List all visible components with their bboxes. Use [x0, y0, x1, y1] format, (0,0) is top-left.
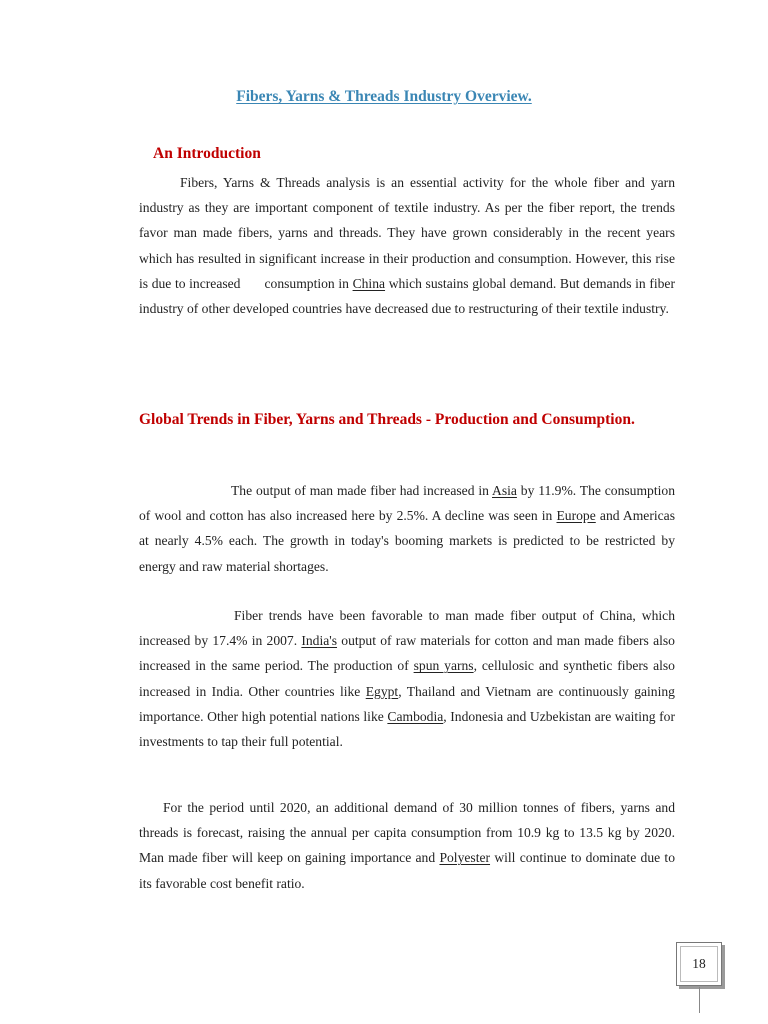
trends-p2-text-3: , cellulosic and synthetic fibers also increased in India. Other countries like: [139, 658, 675, 699]
spun-yarns-link[interactable]: spun yarns: [413, 658, 474, 674]
india-link[interactable]: India's: [301, 633, 338, 649]
trends-p1-text-2: by 11.9%. The consumption of wool and cotton has also increased here by 2.5%. A decline was seen in: [139, 483, 675, 524]
intro-text-3: which sustains global demand. But demands in fiber industry of other developed countries have decreased due to restructuring of their textile industry.: [139, 275, 675, 317]
trends-p2-text-1: Fiber trends have been favorable to man made fiber output of China, which increased by 17.4% in 2007.: [139, 608, 675, 649]
page-number: 18: [692, 956, 706, 971]
cambodia-link[interactable]: Cambodia: [387, 708, 444, 724]
intro-text-1: Fibers, Yarns & Threads analysis is an essential activity for the whole fiber and yarn industry as they are important component of textile industry. As per the fiber report, the trends favor man made fibers, yarns and threads. They have grown considerably in the recent years which has resulted in significant increase in their production and consumption. However, this rise is due to increased: [139, 175, 675, 291]
trends-paragraph-1: [139, 478, 675, 579]
intro-paragraph: [139, 170, 675, 321]
period-text-1: For the period until 2020, an additional demand of 30 million tonnes of fibers, yarns and threads is forecast, raising the annual per capita consumption from 10.9 kg to 13.5 kg by 2020. Man made fiber will keep on gaining importance and: [139, 800, 675, 866]
polyester-link[interactable]: Polyester: [439, 850, 491, 866]
trends-p1-text-1: The output of man made fiber had increased in: [231, 483, 489, 498]
page-number-box: [676, 942, 722, 986]
global-trends-heading: Global Trends in Fiber, Yarns and Threads - Production and Consumption.: [139, 411, 635, 428]
document-title: Fibers, Yarns & Threads Industry Overview.: [236, 88, 532, 105]
period-text-2: will continue to dominate due to its favorable cost benefit ratio.: [139, 850, 675, 891]
page-number-connector-line: [699, 987, 700, 1013]
intro-text-2: consumption in: [264, 275, 349, 291]
intro-heading: An Introduction: [153, 145, 261, 162]
trends-p1-text-3: and Americas at nearly 4.5% each. The growth in today's booming markets is predicted to be restricted by energy and raw material shortages.: [139, 508, 675, 574]
trends-paragraph-2: [139, 603, 675, 754]
trends-p2-text-5: , Indonesia and Uzbekistan are waiting for investments to tap their full potential.: [139, 708, 676, 750]
china-link[interactable]: China: [352, 275, 386, 291]
trends-p2-text-2: output of raw materials for cotton and man made fibers also increased in the same period. The production of: [139, 633, 675, 674]
asia-link[interactable]: Asia: [492, 483, 517, 498]
period-paragraph: [139, 795, 675, 896]
egypt-link[interactable]: Egypt: [365, 683, 399, 699]
trends-p2-text-4: , Thailand and Vietnam are continuously gaining importance. Other high potential nations like: [139, 683, 675, 724]
europe-link[interactable]: Europe: [556, 508, 596, 524]
